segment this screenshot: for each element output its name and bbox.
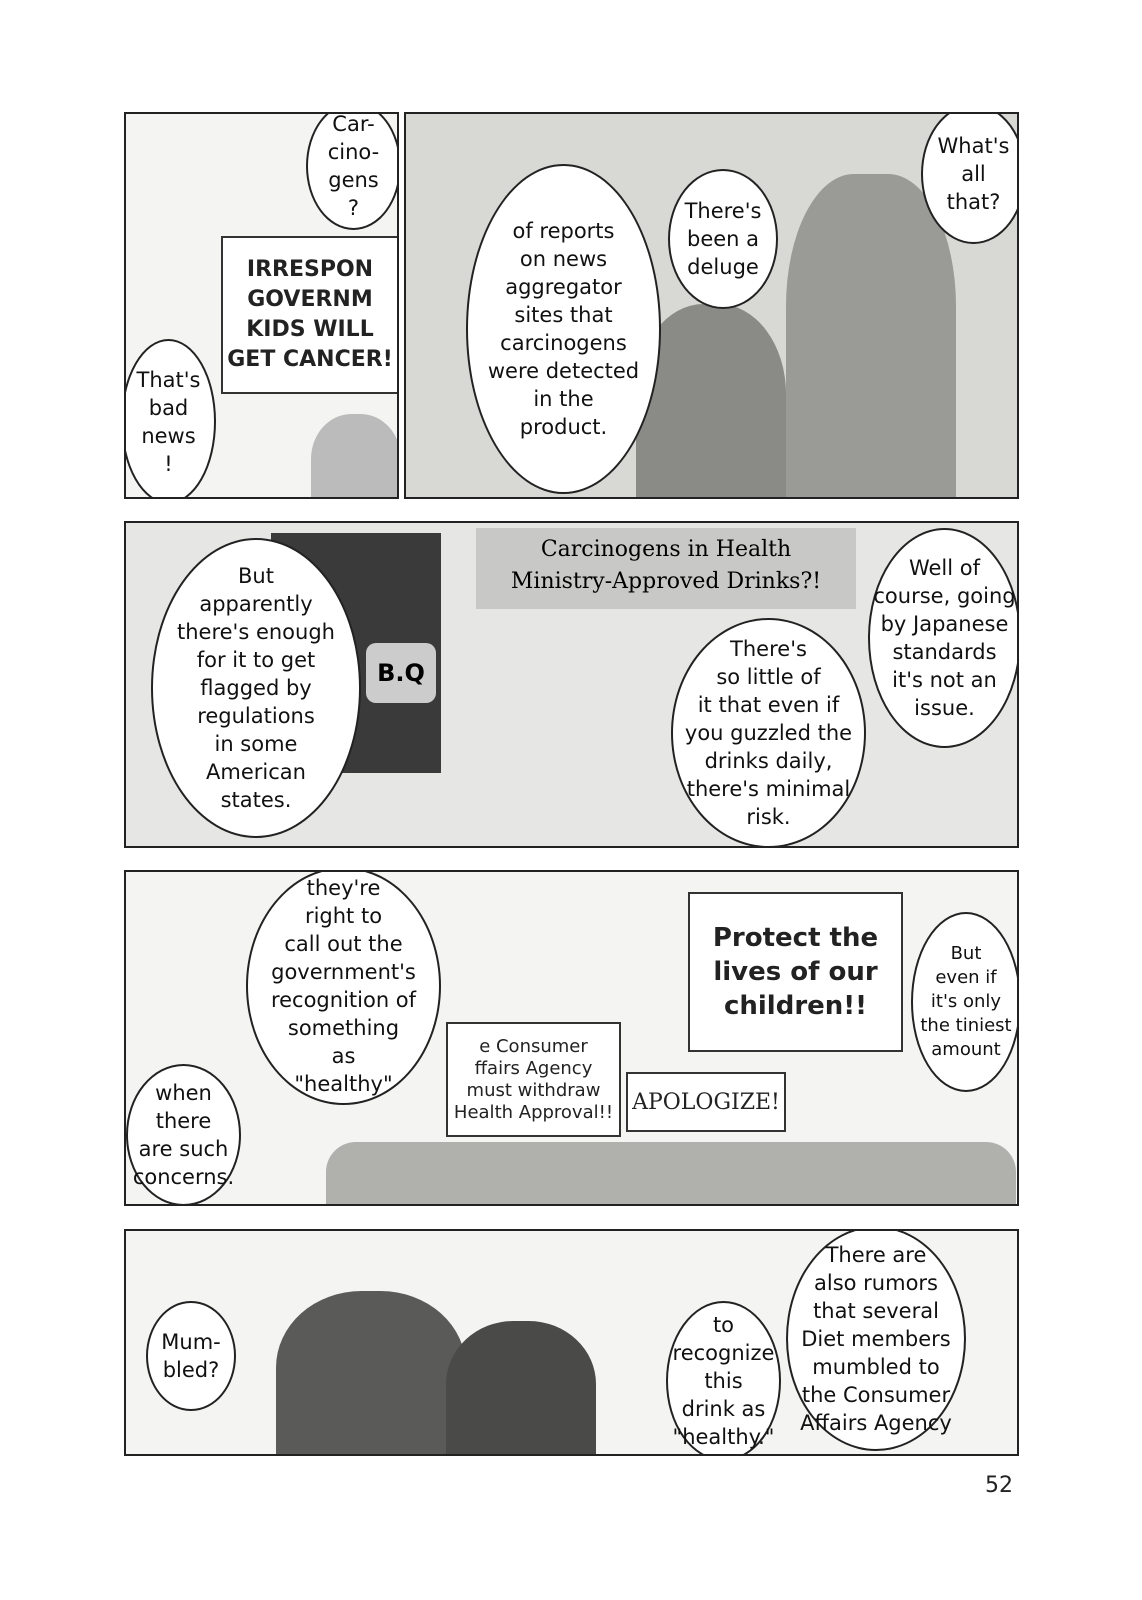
sign-apologize: APOLOGIZE! (626, 1072, 786, 1132)
speech-bubble-so-little: There's so little of it that even if you guzzled the drinks daily, there's minimal risk. (671, 618, 866, 848)
bottle-label: B.Q (366, 643, 436, 703)
speech-bubble-apparently: But apparently there's enough for it to get flagged by regulations in some American states. (151, 538, 361, 838)
speech-bubble-deluge: There's been a deluge (668, 169, 778, 309)
panel-news-article (124, 521, 1019, 848)
article-headline: Carcinogens in Health Ministry-Approved Drinks?! (476, 528, 856, 609)
speech-bubble-reports: of reports on news aggregator sites that carcinogens were detected in the product. (466, 164, 661, 494)
shouting-protester (311, 414, 399, 499)
sign-protect-children: Protect the lives of our children!! (688, 892, 903, 1052)
panel-two-men-walking (124, 1229, 1019, 1456)
speech-bubble-recognize: to recognize this drink as "healthy." (666, 1301, 781, 1456)
speech-bubble-japanese-standards: Well of course, going by Japanese standards it's not an issue. (868, 528, 1019, 748)
protest-crowd (326, 1142, 1016, 1206)
man-with-bag (276, 1291, 466, 1456)
protest-sign-irresponsible-government: IRRESPON GOVERNM KIDS WILL GET CANCER! (221, 236, 399, 394)
speech-bubble-bad-news: That's bad news ! (124, 339, 216, 499)
speech-bubble-mumbled: Mum- bled? (146, 1301, 236, 1411)
speech-bubble-whats-all-that: What's all that? (921, 112, 1019, 244)
panel-protest-crowd (124, 870, 1019, 1206)
sign-consumer-affairs: e Consumer ffairs Agency must withdraw Health Approval!! (446, 1022, 621, 1137)
speech-bubble-tiniest: But even if it's only the tiniest amount (911, 912, 1019, 1092)
panel-two-men (404, 112, 1019, 499)
speech-bubble-rumors: There are also rumors that several Diet members mumbled to the Consumer Affairs Agency (786, 1229, 966, 1451)
man-walking (446, 1321, 596, 1456)
page-number: 52 (985, 1473, 1013, 1498)
speech-bubble-carcinogens: Car- cino- gens ? (306, 112, 399, 230)
speech-bubble-right-to-call: they're right to call out the government's recognition of something as "healthy" (246, 870, 441, 1105)
panel-protester-sign (124, 112, 399, 499)
speech-bubble-when-concerns: when there are such concerns. (126, 1064, 241, 1206)
man-with-camera (786, 174, 956, 499)
